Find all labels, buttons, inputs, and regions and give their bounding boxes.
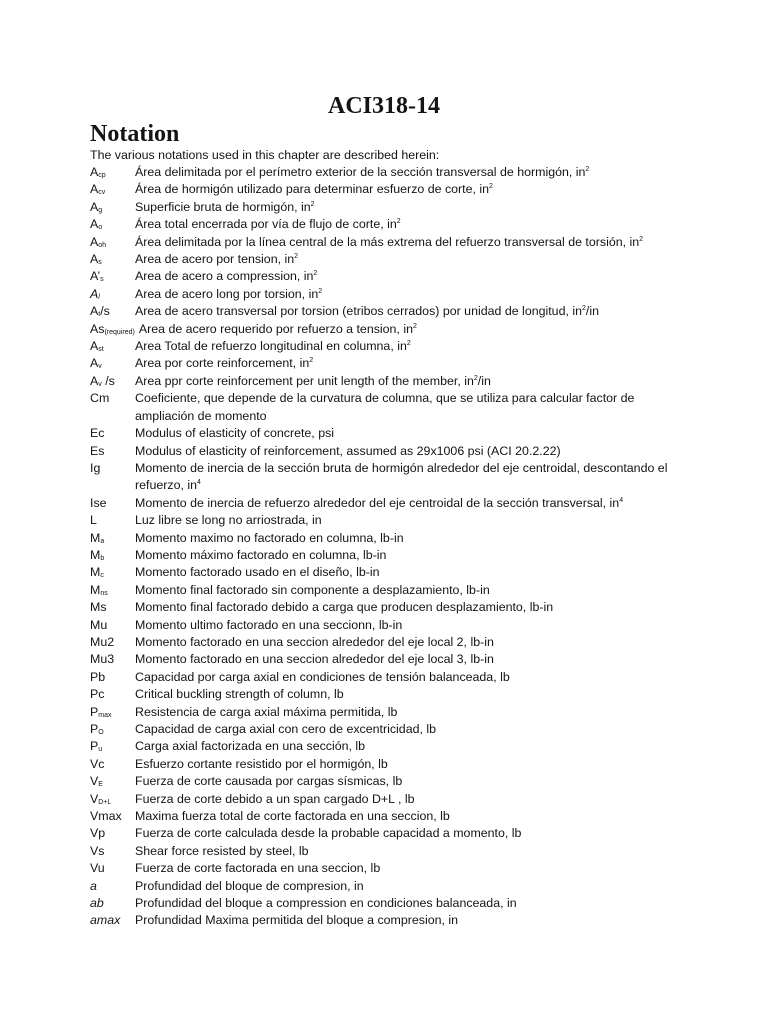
symbol-base: A bbox=[90, 199, 99, 214]
notation-description bbox=[135, 895, 690, 912]
notation-description bbox=[135, 181, 690, 198]
notation-description bbox=[135, 373, 690, 390]
document-title: ACI318-14 bbox=[328, 93, 440, 119]
unit-suffix: /in bbox=[585, 304, 599, 319]
symbol-base: Pb bbox=[90, 669, 106, 684]
unit-exponent: 2 bbox=[310, 200, 315, 208]
notation-symbol bbox=[90, 843, 135, 860]
description-text: Fuerza de corte factorada en una seccion, lb bbox=[135, 861, 381, 876]
symbol-base: amax bbox=[90, 913, 121, 928]
symbol-base: A bbox=[90, 234, 99, 249]
notation-row bbox=[90, 443, 690, 460]
description-text: Maxima fuerza total de corte factorada en una seccion, lb bbox=[135, 809, 450, 824]
notation-description bbox=[139, 321, 690, 338]
notation-row bbox=[90, 791, 690, 808]
description-text: Carga axial factorizada en una sección, lb bbox=[135, 739, 366, 754]
symbol-base: A bbox=[90, 304, 99, 319]
symbol-subscript: t bbox=[98, 311, 101, 319]
intro-text: The various notations used in this chapter are described herein: bbox=[90, 148, 440, 162]
notation-row bbox=[90, 860, 690, 877]
unit-exponent: 4 bbox=[619, 496, 624, 504]
symbol-base: A bbox=[90, 165, 99, 179]
notation-description bbox=[135, 164, 690, 181]
symbol-subscript: v bbox=[98, 380, 102, 388]
description-text: Fuerza de corte causada por cargas sísmicas, lb bbox=[135, 774, 403, 789]
notation-description bbox=[135, 355, 690, 372]
symbol-base: M bbox=[90, 530, 101, 545]
symbol-subscript: a bbox=[100, 537, 105, 545]
symbol-subscript: D+L bbox=[98, 798, 112, 806]
unit-exponent: 2 bbox=[313, 270, 318, 278]
notation-row bbox=[90, 495, 690, 512]
symbol-subscript: cv bbox=[98, 189, 106, 197]
notation-row bbox=[90, 895, 690, 912]
notation-symbol bbox=[90, 773, 135, 790]
symbol-base: A bbox=[90, 217, 99, 232]
notation-description bbox=[135, 651, 690, 668]
description-text: Resistencia de carga axial máxima permitida, lb bbox=[135, 704, 398, 719]
notation-symbol bbox=[90, 181, 135, 198]
notation-symbol bbox=[90, 547, 135, 564]
description-text: Area de acero long por torsion, in bbox=[135, 286, 319, 301]
notation-row bbox=[90, 773, 690, 790]
notation-row bbox=[90, 321, 690, 338]
notation-description bbox=[135, 251, 690, 268]
description-text: Momento final factorado sin componente a desplazamiento, lb-in bbox=[135, 582, 490, 597]
notation-symbol bbox=[90, 599, 135, 616]
notation-description bbox=[135, 617, 690, 634]
symbol-subscript: O bbox=[98, 729, 104, 736]
notation-description bbox=[135, 338, 690, 355]
symbol-subscript: u bbox=[98, 746, 103, 754]
notation-description bbox=[135, 512, 690, 529]
description-text: Fuerza de corte calculada desde la probable capacidad a momento, lb bbox=[135, 826, 522, 841]
notation-description bbox=[135, 234, 690, 251]
notation-row bbox=[90, 878, 690, 895]
symbol-suffix: /s bbox=[101, 373, 115, 388]
symbol-base: Vmax bbox=[90, 809, 122, 824]
notation-description bbox=[135, 390, 690, 425]
description-text: Esfuerzo cortante resistido por el hormigón, lb bbox=[135, 756, 388, 771]
description-text: Modulus of elasticity of concrete, psi bbox=[135, 426, 335, 441]
notation-description bbox=[135, 669, 690, 686]
notation-symbol bbox=[90, 738, 135, 755]
notation-row bbox=[90, 704, 690, 721]
description-text: Área delimitada por el perímetro exterior de la sección transversal de hormigón, in bbox=[135, 165, 586, 179]
notation-symbol bbox=[90, 686, 135, 703]
notation-row bbox=[90, 756, 690, 773]
symbol-base: Mu3 bbox=[90, 652, 115, 667]
description-text: Profundidad Maxima permitida del bloque a compresion, in bbox=[135, 913, 459, 928]
notation-symbol bbox=[90, 530, 135, 547]
notation-description bbox=[135, 460, 690, 495]
symbol-base: Vp bbox=[90, 826, 106, 841]
notation-symbol bbox=[90, 286, 135, 303]
notation-row bbox=[90, 530, 690, 547]
notation-symbol bbox=[90, 634, 135, 651]
symbol-subscript: E bbox=[98, 781, 103, 789]
notation-row bbox=[90, 355, 690, 372]
symbol-base: M bbox=[90, 547, 101, 562]
symbol-subscript: c bbox=[100, 572, 104, 580]
description-text: Momento factorado usado en el diseño, lb-in bbox=[135, 565, 380, 580]
notation-description bbox=[135, 530, 690, 547]
notation-symbol bbox=[90, 860, 135, 877]
description-text: Area Total de refuerzo longitudinal en columna, in bbox=[135, 339, 407, 354]
notation-row bbox=[90, 390, 690, 425]
description-text: Modulus of elasticity of reinforcement, assumed as 29x1006 psi (ACI 20.2.22) bbox=[135, 443, 561, 458]
symbol-base: Ec bbox=[90, 426, 105, 441]
description-text: Fuerza de corte debido a un span cargado D+L , lb bbox=[135, 791, 415, 806]
notation-symbol bbox=[90, 895, 135, 912]
symbol-subscript: v bbox=[98, 363, 102, 371]
notation-symbol bbox=[90, 425, 135, 442]
symbol-base: A’ bbox=[90, 269, 101, 284]
notation-symbol bbox=[90, 721, 135, 738]
notation-list bbox=[90, 164, 690, 930]
notation-symbol bbox=[90, 808, 135, 825]
notation-symbol bbox=[90, 912, 135, 929]
notation-row bbox=[90, 912, 690, 929]
description-text: Area de acero transversal por torsion (etribos cerrados) por unidad de longitud, in bbox=[135, 304, 582, 319]
notation-symbol bbox=[90, 825, 135, 842]
notation-description bbox=[135, 912, 690, 929]
notation-row bbox=[90, 373, 690, 390]
symbol-base: ab bbox=[90, 896, 104, 911]
symbol-base: P bbox=[90, 722, 99, 736]
symbol-subscript: cp bbox=[98, 172, 106, 179]
unit-exponent: 2 bbox=[489, 183, 493, 191]
notation-description bbox=[135, 860, 690, 877]
notation-row bbox=[90, 808, 690, 825]
description-text: Momento ultimo factorado en una seccionn, lb-in bbox=[135, 617, 403, 632]
notation-symbol bbox=[90, 582, 135, 599]
symbol-subscript: ns bbox=[100, 589, 108, 597]
description-text: Luz libre se long no arriostrada, in bbox=[135, 513, 322, 528]
notation-row bbox=[90, 234, 690, 251]
notation-row bbox=[90, 634, 690, 651]
notation-row bbox=[90, 669, 690, 686]
notation-description bbox=[135, 686, 690, 703]
notation-symbol bbox=[90, 651, 135, 668]
unit-exponent: 2 bbox=[406, 340, 411, 348]
notation-symbol bbox=[90, 355, 135, 372]
description-text: Capacidad de carga axial con cero de excentricidad, lb bbox=[135, 722, 436, 736]
notation-description bbox=[135, 808, 690, 825]
notation-symbol bbox=[90, 199, 135, 216]
notation-symbol bbox=[90, 564, 135, 581]
notation-symbol bbox=[90, 878, 135, 895]
notation-description bbox=[135, 878, 690, 895]
notation-row bbox=[90, 547, 690, 564]
notation-row bbox=[90, 286, 690, 303]
notation-symbol bbox=[90, 321, 139, 338]
notation-symbol bbox=[90, 251, 135, 268]
description-text: Momento maximo no factorado en columna, lb-in bbox=[135, 530, 404, 545]
notation-row bbox=[90, 564, 690, 581]
notation-description bbox=[135, 564, 690, 581]
notation-description bbox=[135, 199, 690, 216]
notation-row bbox=[90, 721, 690, 738]
unit-exponent: 2 bbox=[639, 235, 644, 243]
notation-row bbox=[90, 686, 690, 703]
notation-description bbox=[135, 721, 690, 738]
unit-exponent: 2 bbox=[412, 322, 417, 330]
notation-description bbox=[135, 268, 690, 285]
notation-description bbox=[135, 791, 690, 808]
symbol-base: V bbox=[90, 791, 99, 806]
notation-symbol bbox=[90, 495, 135, 512]
description-text: Area de acero a compression, in bbox=[135, 269, 314, 284]
notation-row bbox=[90, 425, 690, 442]
description-text: Area de acero por tension, in bbox=[135, 252, 295, 267]
description-text: Area ppr corte reinforcement per unit length of the member, in bbox=[135, 373, 474, 388]
description-text: Momento de inercia de refuerzo alrededor del eje centroidal de la sección transversal, in bbox=[135, 495, 620, 510]
description-text: Shear force resisted by steel, lb bbox=[135, 843, 309, 858]
unit-suffix: /in bbox=[477, 373, 491, 388]
notation-symbol bbox=[90, 704, 135, 721]
notation-row bbox=[90, 738, 690, 755]
notation-symbol bbox=[90, 669, 135, 686]
notation-symbol bbox=[90, 303, 135, 320]
description-text: Área de hormigón utilizado para determinar esfuerzo de corte, in bbox=[135, 182, 490, 197]
notation-description bbox=[135, 738, 690, 755]
notation-row bbox=[90, 338, 690, 355]
description-text: Profundidad del bloque a compression en condiciones balanceada, in bbox=[135, 896, 517, 911]
symbol-base: A bbox=[90, 356, 99, 371]
symbol-subscript: st bbox=[98, 346, 104, 354]
description-text: Area de acero requerido por refuerzo a tension, in bbox=[138, 321, 413, 336]
symbol-subscript: b bbox=[100, 554, 105, 562]
notation-row bbox=[90, 512, 690, 529]
notation-row bbox=[90, 303, 690, 320]
notation-description bbox=[135, 303, 690, 320]
notation-description bbox=[135, 286, 690, 303]
section-heading: Notation bbox=[90, 121, 180, 147]
notation-description bbox=[135, 634, 690, 651]
symbol-subscript: s bbox=[98, 259, 102, 267]
symbol-base: A bbox=[90, 339, 99, 354]
symbol-base: Mu2 bbox=[90, 634, 115, 649]
unit-exponent: 2 bbox=[585, 166, 590, 173]
notation-symbol bbox=[90, 164, 135, 181]
symbol-base: Vu bbox=[90, 861, 105, 876]
notation-symbol bbox=[90, 443, 135, 460]
notation-row bbox=[90, 617, 690, 634]
symbol-base: Ise bbox=[90, 495, 107, 510]
notation-row bbox=[90, 599, 690, 616]
symbol-base: As bbox=[90, 321, 105, 336]
symbol-base: Ms bbox=[90, 600, 107, 615]
notation-row bbox=[90, 825, 690, 842]
unit-exponent: 2 bbox=[294, 253, 299, 261]
symbol-subscript: oh bbox=[98, 241, 107, 249]
notation-symbol bbox=[90, 390, 135, 425]
notation-description bbox=[135, 495, 690, 512]
unit-exponent: 2 bbox=[309, 357, 314, 365]
notation-symbol bbox=[90, 617, 135, 634]
symbol-base: A bbox=[90, 286, 99, 301]
notation-row bbox=[90, 216, 690, 233]
symbol-base: A bbox=[90, 182, 99, 197]
notation-description bbox=[135, 216, 690, 233]
description-text: Superficie bruta de hormigón, in bbox=[135, 199, 311, 214]
symbol-subscript: (required) bbox=[104, 328, 135, 336]
notation-symbol bbox=[90, 338, 135, 355]
description-text: Coeficiente, que depende de la curvatura de columna, que se utiliza para calcular factor de ampliación de momento bbox=[135, 391, 635, 423]
notation-symbol bbox=[90, 268, 135, 285]
symbol-suffix: /s bbox=[100, 304, 110, 319]
description-text: Momento factorado en una seccion alrededor del eje local 2, lb-in bbox=[135, 634, 494, 649]
symbol-base: Mu bbox=[90, 617, 108, 632]
notation-row bbox=[90, 651, 690, 668]
unit-exponent: 2 bbox=[396, 218, 401, 226]
notation-description bbox=[135, 425, 690, 442]
symbol-base: A bbox=[90, 252, 99, 267]
description-text: Capacidad por carga axial en condiciones de tensión balanceada, lb bbox=[135, 669, 510, 684]
notation-description bbox=[135, 582, 690, 599]
symbol-base: P bbox=[90, 704, 99, 719]
notation-symbol bbox=[90, 756, 135, 773]
notation-row bbox=[90, 164, 690, 181]
notation-symbol bbox=[90, 234, 135, 251]
notation-symbol bbox=[90, 216, 135, 233]
notation-row bbox=[90, 251, 690, 268]
symbol-base: Cm bbox=[90, 391, 110, 406]
symbol-base: L bbox=[90, 513, 97, 528]
notation-symbol bbox=[90, 460, 135, 495]
notation-symbol bbox=[90, 791, 135, 808]
symbol-base: V bbox=[90, 774, 99, 789]
notation-description bbox=[135, 843, 690, 860]
notation-symbol bbox=[90, 373, 135, 390]
symbol-subscript: g bbox=[98, 206, 103, 214]
symbol-base: M bbox=[90, 582, 101, 597]
description-text: Critical buckling strength of column, lb bbox=[135, 687, 344, 702]
symbol-subscript: o bbox=[98, 224, 103, 232]
description-text: Area por corte reinforcement, in bbox=[135, 356, 310, 371]
unit-exponent: 2 bbox=[318, 287, 323, 295]
symbol-subscript: max bbox=[98, 711, 112, 719]
notation-symbol bbox=[90, 512, 135, 529]
symbol-base: Pc bbox=[90, 687, 105, 702]
unit-exponent: 2 bbox=[582, 305, 586, 313]
description-text: Área total encerrada por vía de flujo de corte, in bbox=[135, 217, 397, 232]
unit-exponent: 2 bbox=[473, 374, 478, 382]
description-text: Momento factorado en una seccion alrededor del eje local 3, lb-in bbox=[135, 652, 494, 667]
description-text: Momento de inercia de la sección bruta de hormigón alrededor del eje centroidal, descontando el refuerzo, in bbox=[135, 460, 668, 493]
notation-description bbox=[135, 599, 690, 616]
symbol-base: Vs bbox=[90, 843, 105, 858]
notation-description bbox=[135, 704, 690, 721]
symbol-base: Es bbox=[90, 443, 105, 458]
symbol-subscript: s bbox=[100, 276, 104, 284]
symbol-base: Ig bbox=[90, 460, 101, 475]
notation-description bbox=[135, 773, 690, 790]
notation-description bbox=[135, 547, 690, 564]
notation-description bbox=[135, 443, 690, 460]
notation-row bbox=[90, 843, 690, 860]
description-text: Profundidad del bloque de compresion, in bbox=[135, 878, 364, 893]
symbol-base: Vc bbox=[90, 756, 105, 771]
symbol-base: a bbox=[90, 878, 97, 893]
symbol-base: A bbox=[90, 373, 99, 388]
symbol-base: P bbox=[90, 739, 99, 754]
notation-description bbox=[135, 825, 690, 842]
symbol-base: M bbox=[90, 565, 101, 580]
unit-exponent: 4 bbox=[196, 479, 201, 487]
description-text: Área delimitada por la línea central de la más extrema del refuerzo transversal de torsión, in bbox=[135, 234, 640, 249]
notation-row bbox=[90, 582, 690, 599]
notation-description bbox=[135, 756, 690, 773]
description-text: Momento final factorado debido a carga que producen desplazamiento, lb-in bbox=[135, 600, 554, 615]
notation-row bbox=[90, 199, 690, 216]
notation-row bbox=[90, 460, 690, 495]
notation-row bbox=[90, 268, 690, 285]
symbol-subscript: l bbox=[98, 293, 100, 301]
notation-row bbox=[90, 181, 690, 198]
description-text: Momento máximo factorado en columna, lb-in bbox=[135, 547, 387, 562]
